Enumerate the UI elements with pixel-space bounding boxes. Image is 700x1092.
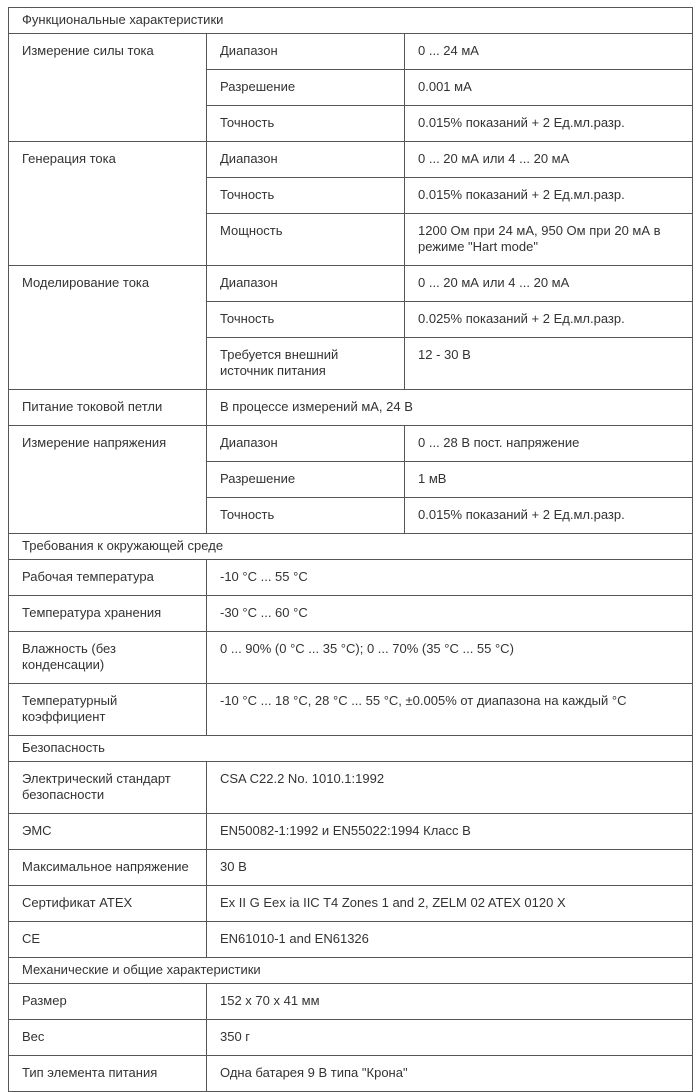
param-cell: Диапазон xyxy=(207,266,405,302)
group-name-cell: Измерение напряжения xyxy=(9,426,207,534)
value-cell: 350 г xyxy=(207,1020,693,1056)
value-cell: 0.015% показаний + 2 Ед.мл.разр. xyxy=(405,178,693,214)
value-cell: В процессе измерений мА, 24 В xyxy=(207,390,693,426)
table-row xyxy=(9,426,693,462)
table-row xyxy=(9,1056,693,1092)
section-header-row xyxy=(9,8,693,34)
value-cell: 0.001 мА xyxy=(405,70,693,106)
group-name-cell: CE xyxy=(9,922,207,958)
table-row xyxy=(9,1020,693,1056)
table-row xyxy=(9,814,693,850)
value-cell: 0 ... 90% (0 °C ... 35 °C); 0 ... 70% (35 °C ... 55 °C) xyxy=(207,632,693,684)
param-cell: Мощность xyxy=(207,214,405,266)
section-title: Функциональные характеристики xyxy=(9,8,693,34)
value-cell: CSA C22.2 No. 1010.1:1992 xyxy=(207,762,693,814)
table-row xyxy=(9,34,693,70)
section-title: Безопасность xyxy=(9,736,693,762)
group-name-cell: Температура хранения xyxy=(9,596,207,632)
table-row xyxy=(9,390,693,426)
param-cell: Диапазон xyxy=(207,426,405,462)
table-row xyxy=(9,266,693,302)
group-name-cell: Генерация тока xyxy=(9,142,207,266)
table-row xyxy=(9,596,693,632)
value-cell: 152 x 70 x 41 мм xyxy=(207,984,693,1020)
param-cell: Точность xyxy=(207,302,405,338)
param-cell: Разрешение xyxy=(207,70,405,106)
group-name-cell: Сертификат ATEX xyxy=(9,886,207,922)
section-header-row xyxy=(9,958,693,984)
value-cell: 12 - 30 В xyxy=(405,338,693,390)
page xyxy=(0,7,700,1080)
group-name-cell: Размер xyxy=(9,984,207,1020)
value-cell: 1200 Ом при 24 мА, 950 Ом при 20 мА в режиме "Hart mode" xyxy=(405,214,693,266)
value-cell: -30 °C ... 60 °C xyxy=(207,596,693,632)
value-cell: 0.015% показаний + 2 Ед.мл.разр. xyxy=(405,498,693,534)
table-row xyxy=(9,922,693,958)
table-row xyxy=(9,984,693,1020)
section-header-row xyxy=(9,736,693,762)
table-row xyxy=(9,886,693,922)
value-cell: -10 °C ... 18 °C, 28 °C ... 55 °C, ±0.005% от диапазона на каждый °C xyxy=(207,684,693,736)
value-cell: 30 В xyxy=(207,850,693,886)
value-cell: 1 мВ xyxy=(405,462,693,498)
group-name-cell: Тип элемента питания xyxy=(9,1056,207,1092)
table-row xyxy=(9,762,693,814)
param-cell: Разрешение xyxy=(207,462,405,498)
value-cell: 0 ... 20 мА или 4 ... 20 мА xyxy=(405,142,693,178)
group-name-cell: Температурный коэффициент xyxy=(9,684,207,736)
table-row xyxy=(9,560,693,596)
value-cell: EN50082-1:1992 и EN55022:1994 Класс В xyxy=(207,814,693,850)
group-name-cell: Электрический стандарт безопасности xyxy=(9,762,207,814)
value-cell: EN61010-1 and EN61326 xyxy=(207,922,693,958)
value-cell: Ex II G Eex ia IIC T4 Zones 1 and 2, ZELM 02 ATEX 0120 X xyxy=(207,886,693,922)
group-name-cell: ЭМС xyxy=(9,814,207,850)
value-cell: 0.025% показаний + 2 Ед.мл.разр. xyxy=(405,302,693,338)
value-cell: 0 ... 28 В пост. напряжение xyxy=(405,426,693,462)
section-title: Механические и общие характеристики xyxy=(9,958,693,984)
table-row xyxy=(9,142,693,178)
group-name-cell: Питание токовой петли xyxy=(9,390,207,426)
group-name-cell: Влажность (без конденсации) xyxy=(9,632,207,684)
section-title: Требования к окружающей среде xyxy=(9,534,693,560)
table-row xyxy=(9,632,693,684)
param-cell: Точность xyxy=(207,178,405,214)
value-cell: 0 ... 24 мА xyxy=(405,34,693,70)
param-cell: Точность xyxy=(207,106,405,142)
table-row xyxy=(9,684,693,736)
specs-table xyxy=(8,7,693,1092)
group-name-cell: Вес xyxy=(9,1020,207,1056)
group-name-cell: Измерение силы тока xyxy=(9,34,207,142)
value-cell: 0.015% показаний + 2 Ед.мл.разр. xyxy=(405,106,693,142)
section-header-row xyxy=(9,534,693,560)
value-cell: -10 °C ... 55 °C xyxy=(207,560,693,596)
param-cell: Диапазон xyxy=(207,142,405,178)
param-cell: Точность xyxy=(207,498,405,534)
value-cell: Одна батарея 9 В типа "Крона" xyxy=(207,1056,693,1092)
value-cell: 0 ... 20 мА или 4 ... 20 мА xyxy=(405,266,693,302)
group-name-cell: Моделирование тока xyxy=(9,266,207,390)
group-name-cell: Рабочая температура xyxy=(9,560,207,596)
param-cell: Требуется внешний источник питания xyxy=(207,338,405,390)
param-cell: Диапазон xyxy=(207,34,405,70)
group-name-cell: Максимальное напряжение xyxy=(9,850,207,886)
table-row xyxy=(9,850,693,886)
